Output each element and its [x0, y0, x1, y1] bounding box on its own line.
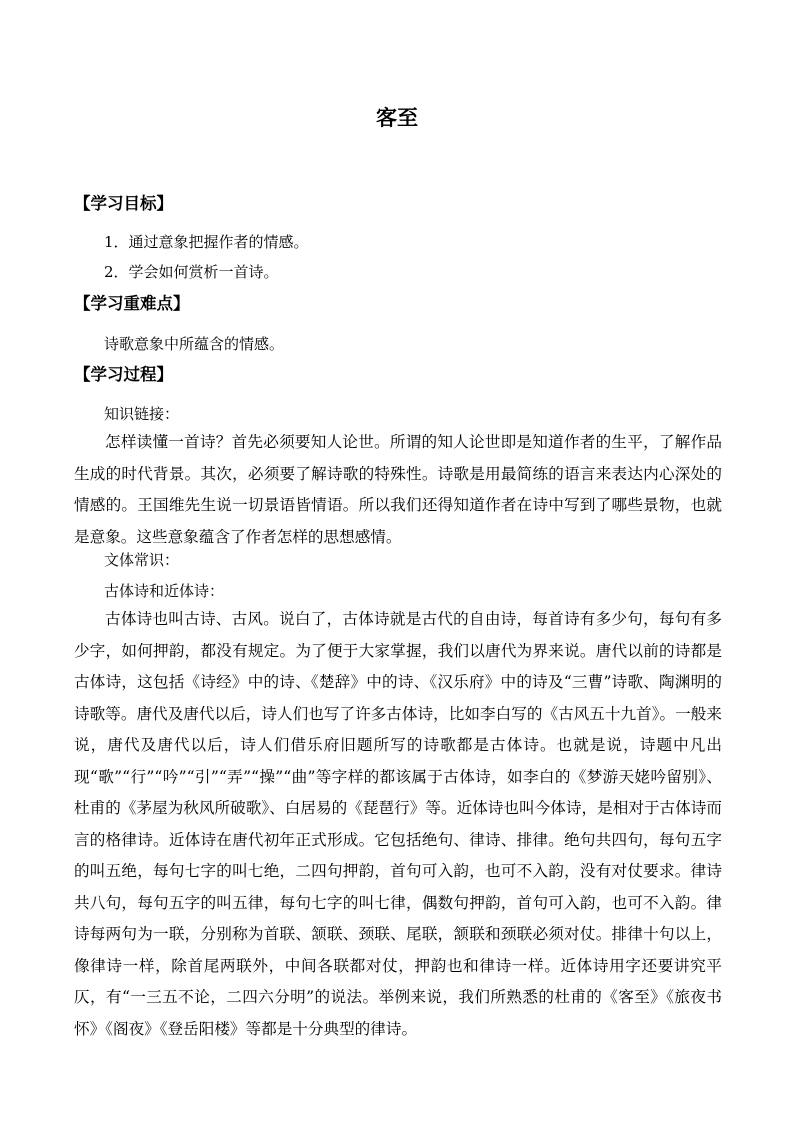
section-heading-objectives: 【学习目标】	[74, 194, 173, 213]
section-heading-key-points: 【学习重难点】	[74, 294, 190, 313]
genre-label: 文体常识：	[104, 551, 180, 569]
genre-subtitle: 古体诗和近体诗：	[104, 582, 225, 600]
section-heading-process: 【学习过程】	[74, 365, 173, 384]
knowledge-link-label: 知识链接：	[104, 405, 180, 423]
objective-item-1: 1．通过意象把握作者的情感。	[104, 233, 309, 251]
objective-item-2: 2．学会如何赏析一首诗。	[104, 263, 279, 281]
knowledge-link-paragraph: 怎样读懂一首诗？首先必须要知人论世。所谓的知人论世即是知道作者的生平，了解作品生成的时代背景。其次，必须要了解诗歌的特殊性。诗歌是用最简练的语言来表达内心深处的情感的。王国维先生说一切景语皆情语。所以我们还得知道作者在诗中写到了哪些景物，也就是意象。这些意象蕴含了作者怎样的思想感情。	[74, 433, 722, 546]
key-points-text: 诗歌意象中所蕴含的情感。	[104, 335, 285, 353]
genre-paragraph: 古体诗也叫古诗、古风。说白了，古体诗就是古代的自由诗，每首诗有多少句，每句有多少字，如何押韵，都没有规定。为了便于大家掌握，我们以唐代为界来说。唐代以前的诗都是古体诗，这包括《诗经》中的诗、《楚辞》中的诗、《汉乐府》中的诗及“三曹”诗歌、陶渊明的诗歌等。唐代及唐代以后，诗人们也写了许多古体诗，比如李白写的《古风五十九首》。一般来说，唐代及唐代以后，诗人们借乐府旧题所写的诗歌都是古体诗。也就是说，诗题中凡出现“歌”“行”“吟”“引”“弄”“操”“曲”等字样的都该属于古体诗，如李白的《梦游天姥吟留别》、杜甫的《茅屋为秋风所破歌》、白居易的《琵琶行》等。近体诗也叫今体诗，是相对于古体诗而言的格律诗。近体诗在唐代初年正式形成。它包括绝句、律诗、排律。绝句共四句，每句五字的叫五绝，每句七字的叫七绝，二四句押韵，首句可入韵，也可不入韵，没有对仗要求。律诗共八句，每句五字的叫五律，每句七字的叫七律，偶数句押韵，首句可入韵，也可不入韵。律诗每两句为一联，分别称为首联、颔联、颈联、尾联，颔联和颈联必须对仗。排律十句以上，像律诗一样，除首尾两联外，中间各联都对仗，押韵也和律诗一样。近体诗用字还要讲究平仄，有“一三五不论，二四六分明”的说法。举例来说，我们所熟悉的杜甫的《客至》《旅夜书怀》《阁夜》《登岳阳楼》等都是十分典型的律诗。	[74, 610, 722, 1038]
page-title: 客至	[376, 106, 418, 130]
